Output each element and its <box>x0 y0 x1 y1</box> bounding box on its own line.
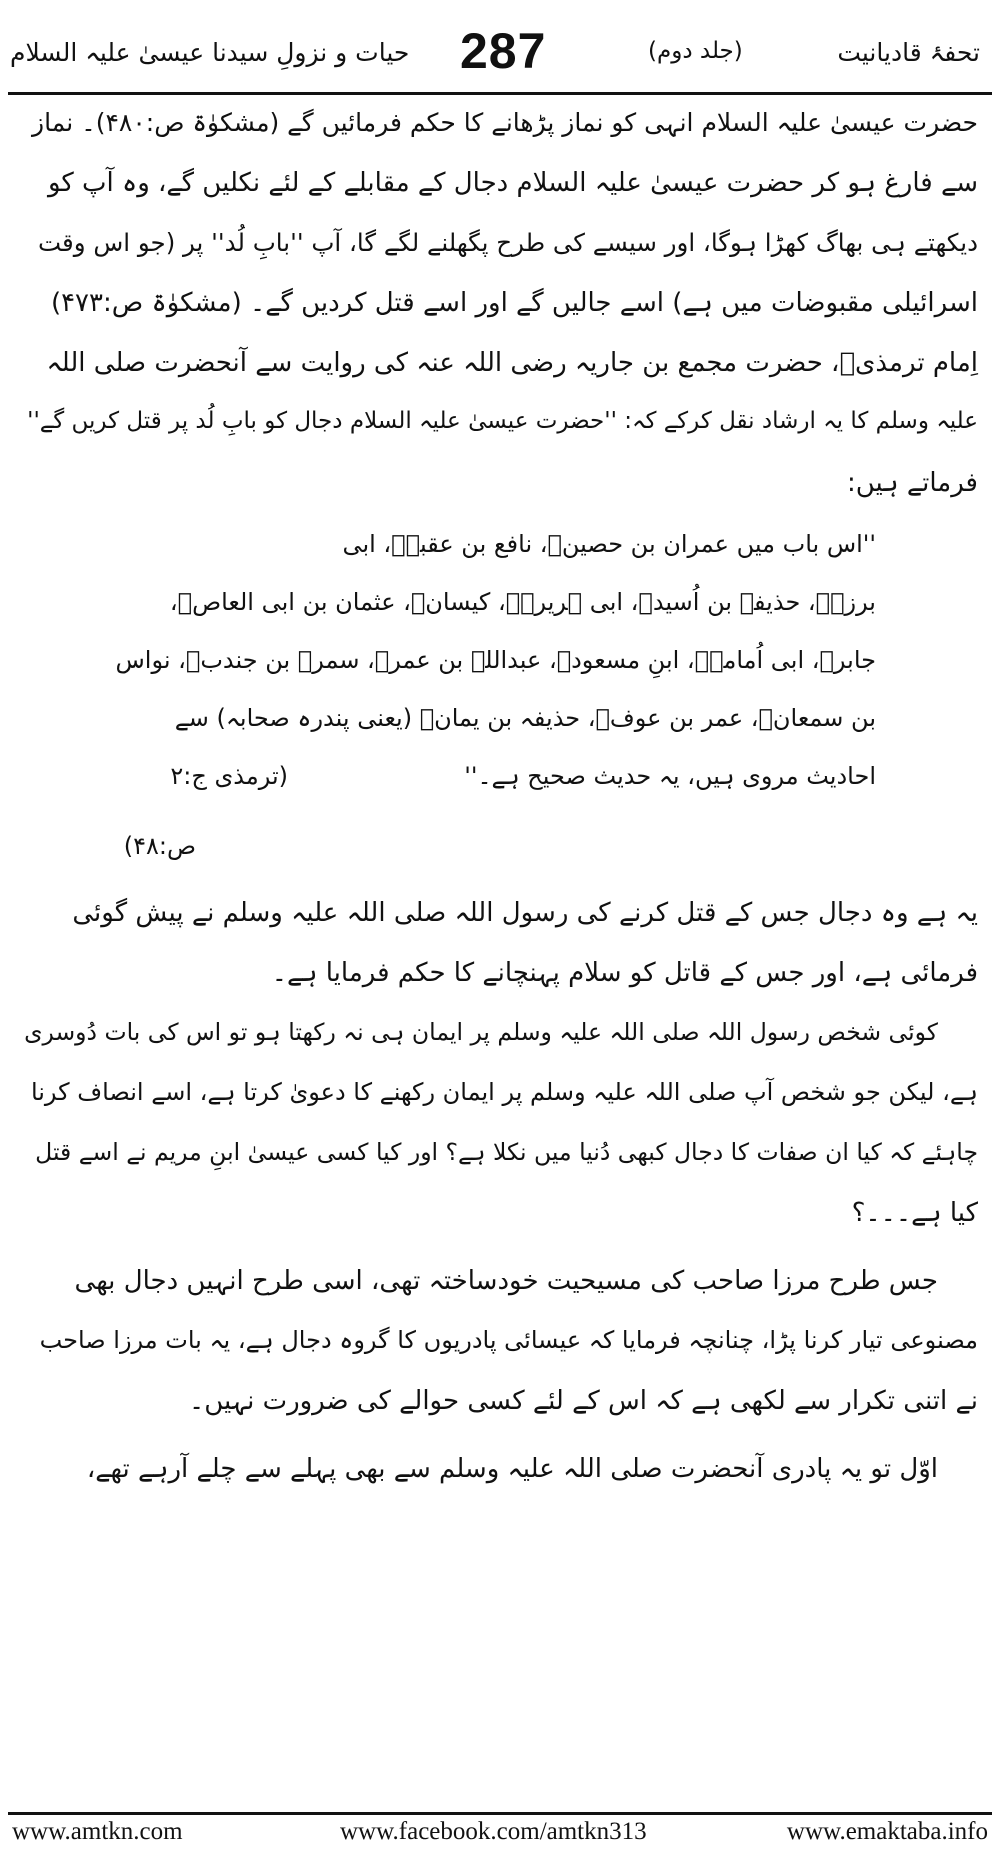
footer-link-amtkn[interactable]: www.amtkn.com <box>12 1818 183 1845</box>
text-line: علیہ وسلم کا یہ ارشاد نقل کرکے کہ: ''حضرت عیسیٰ علیہ السلام دجال کو بابِ لُد پر قتل کریں گے'' <box>27 408 978 434</box>
text-line: دیکھتے ہی بھاگ کھڑا ہوگا، اور سیسے کی طرح پگھلنے لگے گا، آپ ''بابِ لُد'' پر (جو اس وقت <box>38 228 978 257</box>
chapter-title: حیات و نزولِ سیدنا عیسیٰ علیہ السلام <box>10 38 410 67</box>
quote-line: برزہؓ، حذیفہ بن اُسیدؓ، ابی ہریرہؓ، کیسانؓ، عثمان بن ابی العاصؓ، <box>169 588 876 616</box>
text-line: ہے، لیکن جو شخص آپ صلی اللہ علیہ وسلم پر ایمان رکھنے کا دعویٰ کرتا ہے، اسے انصاف کرنا <box>30 1078 978 1106</box>
text-line: یہ ہے وہ دجال جس کے قتل کرنے کی رسول اللہ صلی اللہ علیہ وسلم نے پیش گوئی <box>72 898 978 928</box>
footer-divider <box>8 1812 992 1815</box>
page-body <box>22 100 978 1800</box>
text-line: اسرائیلی مقبوضات میں ہے) اسے جالیں گے اور اسے قتل کردیں گے۔ (مشکوٰۃ ص:۴۷۳) <box>50 288 978 318</box>
page-footer <box>0 1818 1000 1848</box>
volume-label: (جلد دوم) <box>648 38 743 64</box>
text-line: فرماتے ہیں: <box>847 468 978 498</box>
text-line: فرمائی ہے، اور جس کے قاتل کو سلام پہنچانے کا حکم فرمایا ہے۔ <box>271 958 978 988</box>
text-line: سے فارغ ہو کر حضرت عیسیٰ علیہ السلام دجال کے مقابلے کے لئے نکلیں گے، وہ آپ کو <box>47 168 978 198</box>
text-line: کوئی شخص رسول اللہ صلی اللہ علیہ وسلم پر ایمان ہی نہ رکھتا ہو تو اس کی بات دُوسری <box>24 1018 938 1046</box>
quote-reference: (ترمذی ج:۲ <box>170 762 288 790</box>
quote-line: احادیث مروی ہیں، یہ حدیث صحیح ہے۔'' <box>464 762 876 790</box>
page-header <box>0 0 1000 95</box>
text-line: اِمام ترمذیؒ، حضرت مجمع بن جاریہ رضی اللہ عنہ کی روایت سے آنحضرت صلی اللہ <box>46 348 978 378</box>
footer-link-emaktaba[interactable]: www.emaktaba.info <box>786 1818 988 1845</box>
text-line: جس طرح مرزا صاحب کی مسیحیت خودساختہ تھی، اسی طرح انہیں دجال بھی <box>74 1266 938 1296</box>
footer-link-facebook[interactable]: www.facebook.com/amtkn313 <box>340 1818 647 1845</box>
book-title: تحفۂ قادیانیت <box>837 38 980 67</box>
quote-line: بن سمعانؓ، عمر بن عوفؓ، حذیفہ بن یمانؓ (یعنی پندرہ صحابہ) سے <box>174 704 876 732</box>
header-divider <box>8 92 992 95</box>
page-number: 287 <box>460 23 547 79</box>
quote-line: جابرؓ، ابی اُمامہؓ، ابنِ مسعودؓ، عبداللہ بن عمرؓ، سمرہ بن جندبؓ، نواس <box>115 646 876 674</box>
text-line: مصنوعی تیار کرنا پڑا، چنانچہ فرمایا کہ عیسائی پادریوں کا گروہ دجال ہے، یہ بات مرزا صاحب <box>39 1326 978 1354</box>
text-line: کیا ہے۔۔۔؟ <box>851 1198 978 1228</box>
text-line: حضرت عیسیٰ علیہ السلام انہی کو نماز پڑھانے کا حکم فرمائیں گے (مشکوٰۃ ص:۴۸۰)۔ نماز <box>32 108 978 137</box>
text-line: نے اتنی تکرار سے لکھی ہے کہ اس کے لئے کسی حوالے کی ضرورت نہیں۔ <box>188 1386 978 1416</box>
text-line: اوّل تو یہ پادری آنحضرت صلی اللہ علیہ وسلم سے بھی پہلے سے چلے آرہے تھے، <box>86 1454 938 1484</box>
quote-reference-page: ص:۴۸) <box>123 832 196 860</box>
quote-line: ''اس باب میں عمران بن حصینؓ، نافع بن عقبہؓ، ابی <box>342 530 876 558</box>
text-line: چاہئے کہ کیا ان صفات کا دجال کبھی دُنیا میں نکلا ہے؟ اور کیا کسی عیسیٰ ابنِ مریم نے اسے قتل <box>35 1138 978 1166</box>
